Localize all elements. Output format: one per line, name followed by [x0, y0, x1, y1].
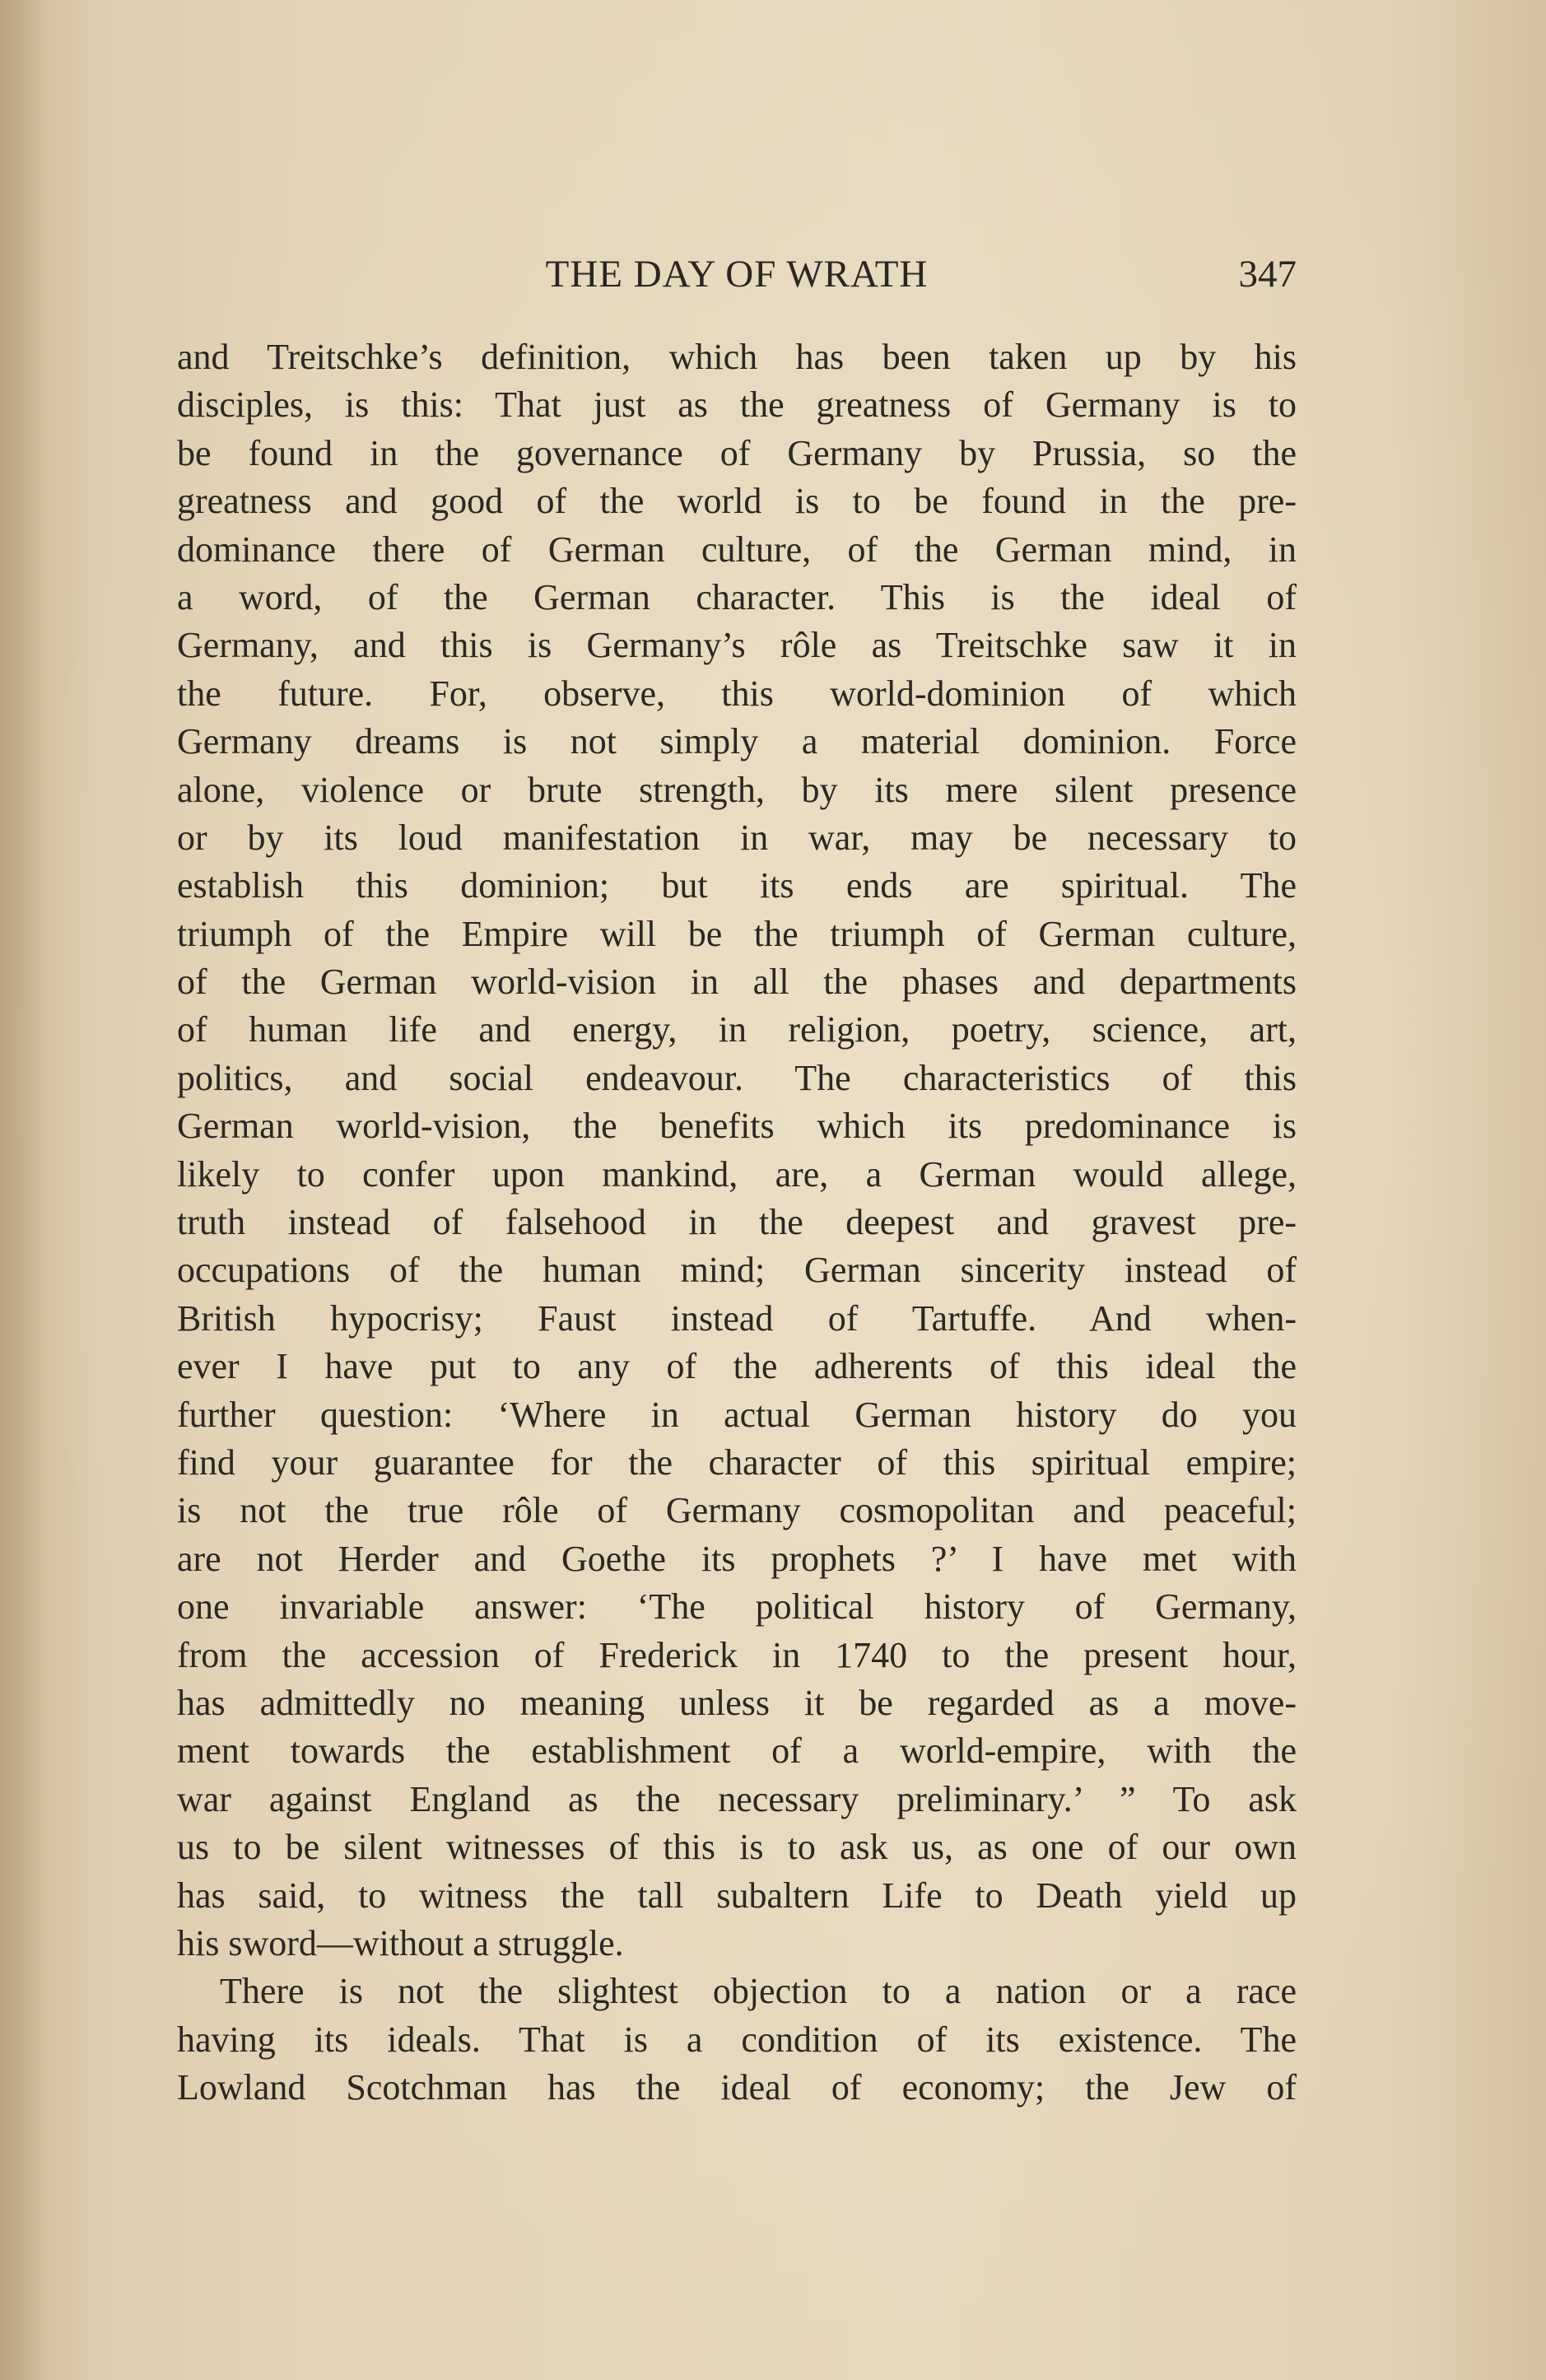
text-line: the future. For, observe, this world-dominion of which	[177, 673, 1297, 714]
text-line: having its ideals. That is a condition of its existence. The	[177, 2019, 1297, 2060]
page-number: 347	[1238, 253, 1297, 296]
text-line: has said, to witness the tall subaltern Life to Death yield up	[177, 1875, 1297, 1916]
text-line: a word, of the German character. This is the ideal of	[177, 576, 1297, 617]
text-line: has admittedly no meaning unless it be regarded as a move-	[177, 1682, 1297, 1723]
text-line: British hypocrisy; Faust instead of Tartuffe. And when-	[177, 1297, 1297, 1339]
running-header	[177, 245, 1297, 303]
text-line: be found in the governance of Germany by Prussia, so the	[177, 432, 1297, 473]
text-line: truth instead of falsehood in the deepest and gravest pre-	[177, 1202, 1297, 1243]
text-line: Lowland Scotchman has the ideal of economy; the Jew of	[177, 2067, 1297, 2108]
text-line: war against England as the necessary preliminary.’ ” To ask	[177, 1778, 1297, 1819]
text-line: Germany dreams is not simply a material dominion. Force	[177, 721, 1297, 762]
text-line: likely to confer upon mankind, are, a German would allege,	[177, 1153, 1297, 1195]
text-line: dominance there of German culture, of the German mind, in	[177, 529, 1297, 570]
text-line: one invariable answer: ‘The political history of Germany,	[177, 1586, 1297, 1628]
text-line: further question: ‘Where in actual German history do you	[177, 1394, 1297, 1435]
text-line: occupations of the human mind; German sincerity instead of	[177, 1250, 1297, 1291]
text-line: of the German world-vision in all the phases and departments	[177, 962, 1297, 1003]
text-line: ment towards the establishment of a world-empire, with the	[177, 1730, 1297, 1772]
text-line: greatness and good of the world is to be found in the pre-	[177, 481, 1297, 522]
text-line: of human life and energy, in religion, poetry, science, art,	[177, 1009, 1297, 1050]
text-line: find your guarantee for the character of this spiritual empire;	[177, 1442, 1297, 1483]
paragraph-start-line: There is not the slightest objection to a nation or a race	[220, 1971, 1297, 2012]
text-line: triumph of the Empire will be the triumph of German culture,	[177, 913, 1297, 954]
text-line: is not the true rôle of Germany cosmopolitan and peaceful;	[177, 1490, 1297, 1531]
text-line: disciples, is this: That just as the greatness of Germany is to	[177, 384, 1297, 426]
text-line: are not Herder and Goethe its prophets ?’ I have met with	[177, 1538, 1297, 1579]
text-line: politics, and social endeavour. The characteristics of this	[177, 1057, 1297, 1098]
paragraph-end-line: his sword—without a struggle.	[177, 1922, 624, 1963]
text-line: and Treitschke’s definition, which has been taken up by his	[177, 337, 1297, 377]
text-line: us to be silent witnesses of this is to ask us, as one of our own	[177, 1827, 1297, 1868]
text-line: or by its loud manifestation in war, may be necessary to	[177, 817, 1297, 858]
text-line: ever I have put to any of the adherents of this ideal the	[177, 1346, 1297, 1387]
text-line: alone, violence or brute strength, by its mere silent presence	[177, 769, 1297, 810]
text-line: establish this dominion; but its ends are spiritual. The	[177, 865, 1297, 906]
text-line: from the accession of Frederick in 1740 to the present hour,	[177, 1634, 1297, 1675]
body-text	[177, 333, 1297, 2112]
running-title: THE DAY OF WRATH	[545, 253, 929, 296]
text-line: Germany, and this is Germany’s rôle as Treitschke saw it in	[177, 625, 1297, 666]
text-line: German world-vision, the benefits which its predominance is	[177, 1106, 1297, 1147]
